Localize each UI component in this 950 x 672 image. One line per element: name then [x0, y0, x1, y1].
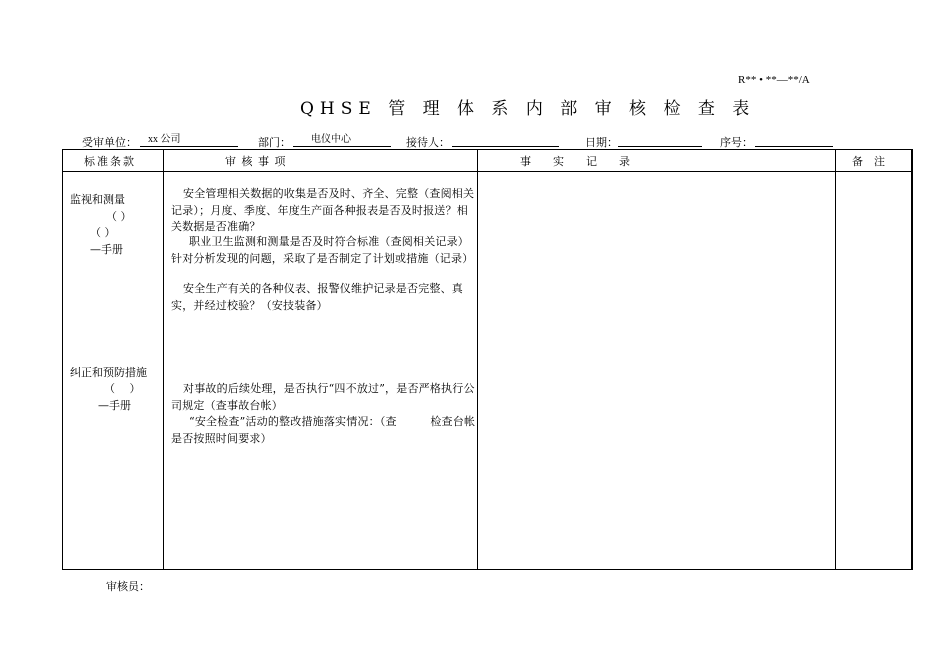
column-header-facts: 事 实 记 录 [520, 155, 630, 168]
date-field[interactable] [618, 146, 702, 147]
date-label: 日期： [585, 136, 618, 149]
receiver-label: 接待人： [406, 136, 450, 149]
serial-field[interactable] [755, 146, 833, 147]
table-right-border [911, 149, 913, 570]
clause-title: 纠正和预防措施 [70, 366, 147, 379]
clause-ref: （ ） [90, 226, 116, 239]
clause-ref: （ ） [104, 382, 141, 395]
table-left-border [62, 149, 63, 569]
auditor-label: 审核员： [106, 580, 150, 593]
column-header-standard: 标准条款 [84, 155, 136, 168]
clause-manual: —手册 [90, 243, 123, 256]
dept-label: 部门： [258, 136, 291, 149]
column-header-remarks: 备 注 [852, 155, 885, 168]
audit-item-paragraph: “安全检查”活动的整改措施落实情况：（查 检查台帐是否按照时间要求） [171, 415, 476, 445]
serial-label: 序号： [720, 136, 753, 149]
receiver-field[interactable] [452, 146, 559, 147]
clause-manual: —手册 [98, 399, 131, 412]
audit-item-paragraph: 职业卫生监测和测量是否及时符合标准（查阅相关记录）针对分析发现的问题，采取了是否制定了计划或措施（记录） [171, 235, 474, 265]
facts-record-cell[interactable] [478, 172, 834, 568]
column-header-items: 审 核 事 项 [225, 155, 287, 168]
table-top-border [62, 149, 912, 150]
remarks-cell[interactable] [836, 172, 910, 568]
unit-value: xx 公司 [148, 134, 181, 145]
unit-label: 受审单位： [82, 136, 137, 149]
document-number: R** • **—**/A [738, 74, 810, 86]
dept-field[interactable] [293, 134, 391, 147]
audit-item-paragraph: 安全生产有关的各种仪表、报警仪维护记录是否完整、真实，并经过校验？（安技装备） [171, 282, 463, 312]
clause-title: 监视和测量 [70, 193, 125, 206]
audit-item-paragraph: 对事故的后续处理，是否执行“四不放过”，是否严格执行公司规定（查事故台帐） [171, 382, 475, 412]
unit-field[interactable] [140, 134, 238, 147]
table-bottom-border [62, 569, 912, 570]
clause-ref: （ ） [106, 210, 132, 223]
page-title: QHSE 管 理 体 系 内 部 审 核 检 查 表 [300, 99, 756, 119]
audit-item-paragraph: 安全管理相关数据的收集是否及时、齐全、完整（查阅相关记录）；月度、季度、年度生产面各种报表是否及时报送？相关数据是否准确？ [171, 187, 475, 233]
column-divider-1 [163, 149, 164, 569]
dept-value: 电仪中心 [311, 134, 351, 145]
